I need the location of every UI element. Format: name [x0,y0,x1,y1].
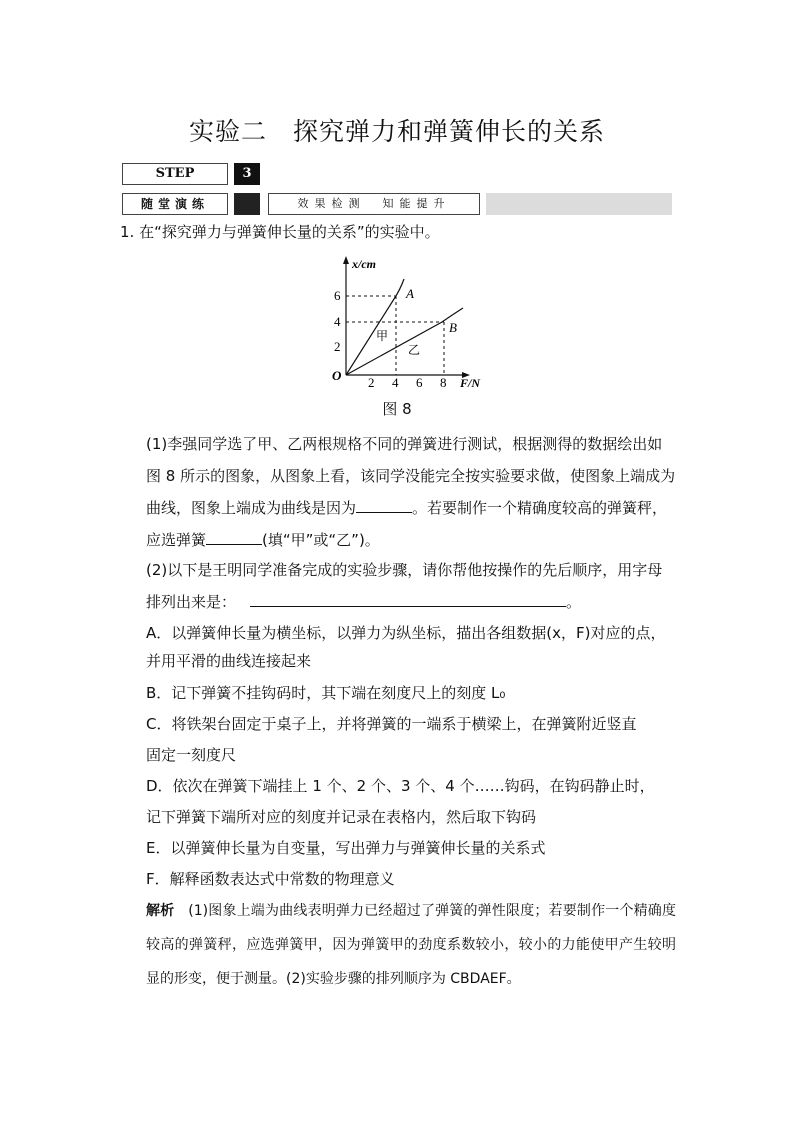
analysis-label: 解析 [146,903,175,919]
part-2-text-b: 。 [566,593,582,611]
figure-caption: 图 8 [382,400,412,418]
part-1-text-b: 。若要制作一个精确度较高的弹簧秤，应选弹簧 [146,499,668,549]
point-a-label: A [406,286,414,301]
x-tick-6: 6 [416,375,423,390]
step-d-line-2: 记下弹簧下端所对应的刻度并记录在表格内，然后取下钩码 [146,808,537,826]
step-d-line-1: D．依次在弹簧下端挂上 1 个、2 个、3 个、4 个……钩码，在钩码静止时， [146,777,655,795]
blank-3[interactable] [250,588,566,607]
page-title: 实验二 探究弹力和弹簧伸长的关系 [188,117,605,146]
section-divider-block [234,193,260,215]
x-tick-2: 2 [368,375,375,390]
part-1 [146,428,676,556]
part-2 [146,554,676,618]
y-axis-arrow [343,256,349,264]
step-a-line-2: 并用平滑的曲线连接起来 [146,652,312,670]
step-c-line-2: 固定一刻度尺 [146,746,237,764]
x-tick-4: 4 [392,375,399,390]
step-c-line-1: C．将铁架台固定于桌子上，并将弹簧的一端系于横梁上，在弹簧附近竖直 [146,715,637,733]
part-1-text-a: (1)李强同学选了甲、乙两根规格不同的弹簧进行测试，根据测得的数据绘出如图 8 所示的图象，从图象上看，该同学没能完全按实验要求做，使图象上端成为曲线，图象上端成为曲线是因为 [146,435,676,517]
header-gray-bar [486,193,672,215]
step-a-line-1: A．以弹簧伸长量为横坐标，以弹力为纵坐标，描出各组数据(x，F)对应的点， [146,624,666,642]
x-tick-8: 8 [440,375,447,390]
blank-1[interactable] [356,494,412,513]
step-number: 3 [234,163,260,185]
label-yi: 乙 [408,343,421,357]
step-label: STEP [122,163,228,185]
label-jia: 甲 [376,329,389,343]
analysis-text: (1)图象上端为曲线表明弹力已经超过了弹簧的弹性限度；若要制作一个精确度较高的弹簧秤，应选弹簧甲，因为弹簧甲的劲度系数较小，较小的力能使甲产生较明显的形变，便于测量。(2)实验步骤的排列顺序为 CBDAEF。 [146,903,676,987]
y-tick-2: 2 [334,339,341,354]
y-tick-6: 6 [334,288,341,303]
line-jia [346,279,404,375]
blank-2[interactable] [206,526,262,545]
point-b-label: B [449,320,457,335]
part-2-text-a: (2)以下是王明同学准备完成的实验步骤，请你帮他按操作的先后顺序，用字母排列出来是： [146,561,663,611]
step-b: B．记下弹簧不挂钩码时，其下端在刻度尺上的刻度 L₀ [146,684,506,702]
step-e: E．以弹簧伸长量为自变量，写出弹力与弹簧伸长量的关系式 [146,839,546,857]
y-tick-4: 4 [334,314,341,329]
spring-graph [318,250,498,390]
origin-label: O [332,368,342,383]
x-axis-label: F/N [460,376,481,390]
step-f: F．解释函数表达式中常数的物理意义 [146,870,395,888]
y-axis-label: x/cm [352,257,376,271]
analysis [146,894,676,996]
part-1-text-c: (填“甲”或“乙”)。 [262,531,380,549]
line-yi [346,308,463,375]
section-description: 效果检测 知能提升 [268,193,480,215]
question-intro: 1. 在“探究弹力与弹簧伸长量的关系”的实验中。 [120,223,440,241]
section-label: 随堂演练 [122,193,228,215]
